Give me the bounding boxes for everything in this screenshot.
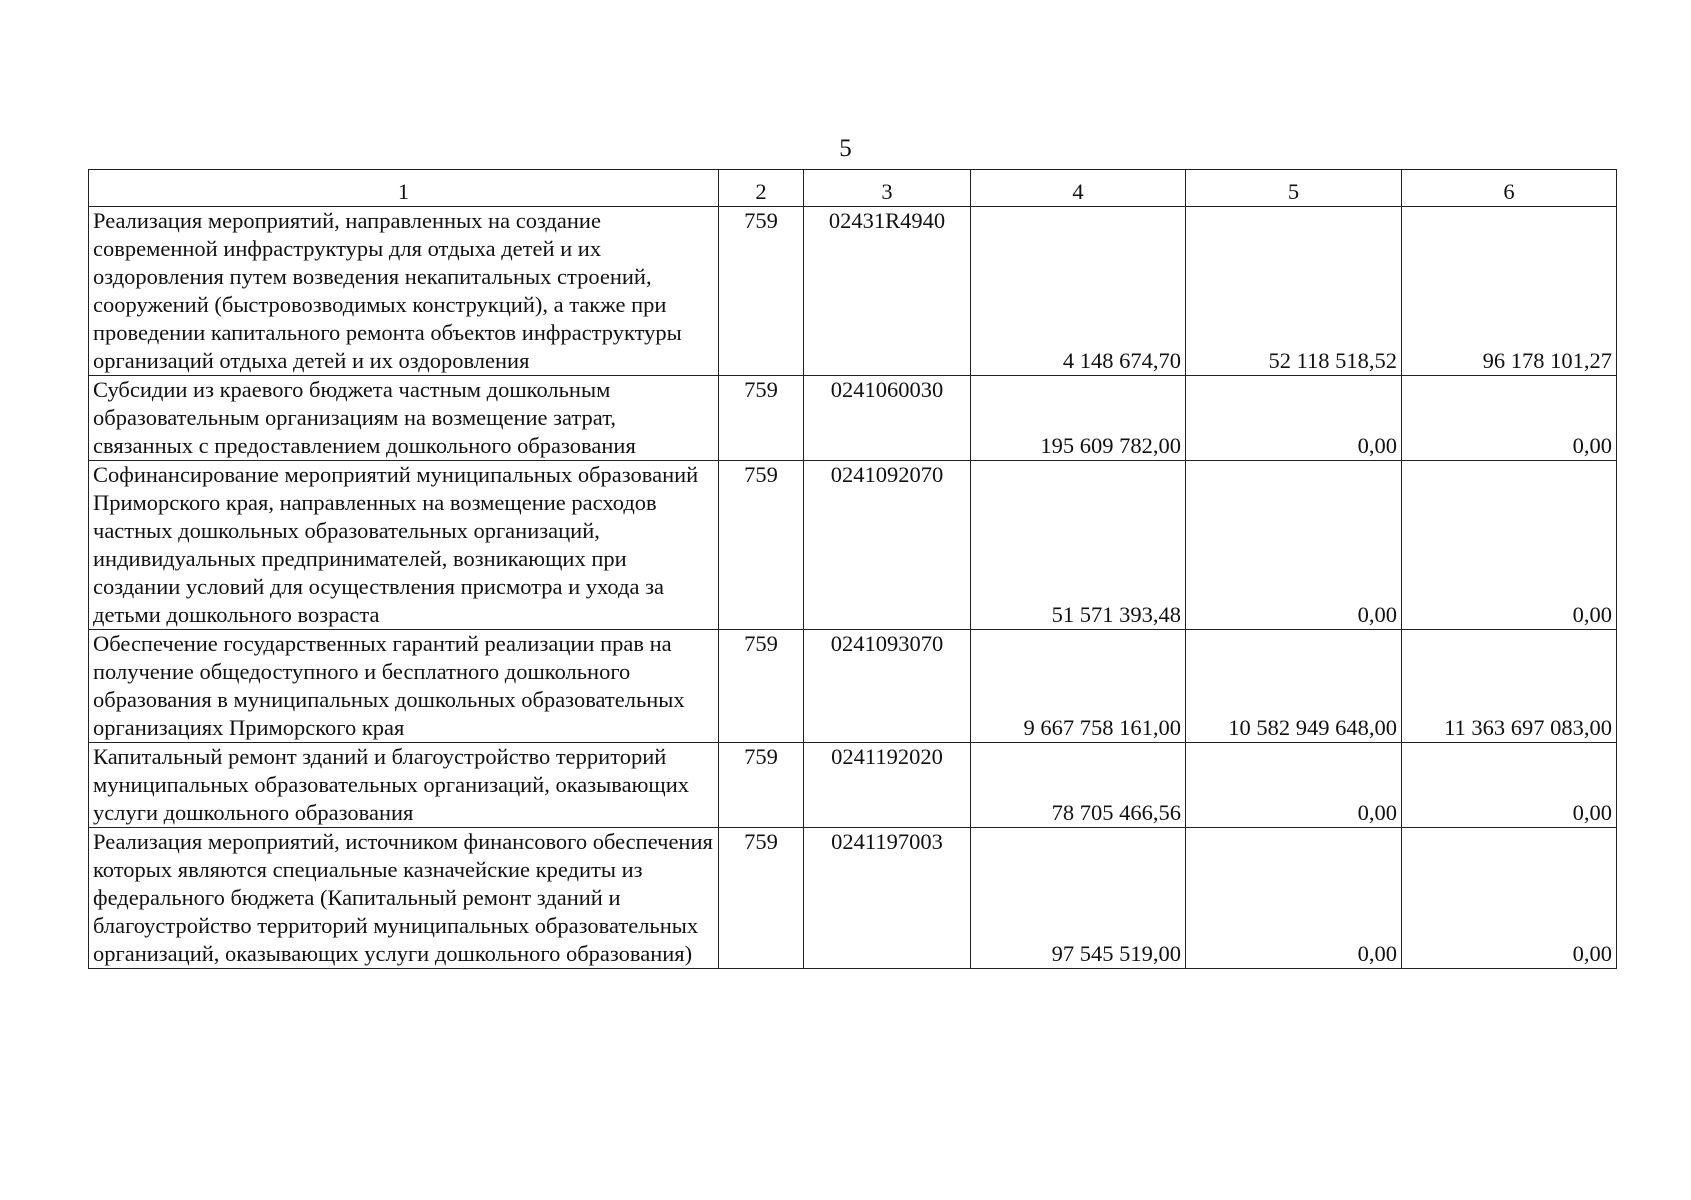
row-target-code: 0241192020 <box>804 743 971 828</box>
page-number: 5 <box>839 135 852 162</box>
table-row <box>89 207 1617 376</box>
row-amount-5: 0,00 <box>1186 461 1402 630</box>
table-row <box>89 461 1617 630</box>
column-header-6: 6 <box>1402 170 1617 207</box>
row-amount-5: 52 118 518,52 <box>1186 207 1402 376</box>
row-amount-6: 0,00 <box>1402 743 1617 828</box>
row-amount-5: 0,00 <box>1186 828 1402 969</box>
column-header-5: 5 <box>1186 170 1402 207</box>
row-name: Реализация мероприятий, источником финансового обеспечения которых являются специальные казначейские кредиты из федерального бюджета (Капитальный ремонт зданий и благоустройство территорий муниципальных образовательных организаций, оказывающих услуги дошкольного образования) <box>89 828 719 969</box>
row-amount-6: 11 363 697 083,00 <box>1402 630 1617 743</box>
row-ved-code: 759 <box>719 376 804 461</box>
row-amount-6: 0,00 <box>1402 376 1617 461</box>
row-ved-code: 759 <box>719 207 804 376</box>
table-row <box>89 743 1617 828</box>
row-target-code: 02431R4940 <box>804 207 971 376</box>
row-ved-code: 759 <box>719 828 804 969</box>
row-amount-4: 51 571 393,48 <box>971 461 1186 630</box>
table-row <box>89 828 1617 969</box>
column-header-2: 2 <box>719 170 804 207</box>
row-amount-4: 78 705 466,56 <box>971 743 1186 828</box>
table-header-row <box>89 170 1617 207</box>
row-target-code: 0241092070 <box>804 461 971 630</box>
row-ved-code: 759 <box>719 461 804 630</box>
row-amount-4: 4 148 674,70 <box>971 207 1186 376</box>
column-header-1: 1 <box>89 170 719 207</box>
row-name: Капитальный ремонт зданий и благоустройство территорий муниципальных образовательных организаций, оказывающих услуги дошкольного образования <box>89 743 719 828</box>
row-name: Обеспечение государственных гарантий реализации прав на получение общедоступного и бесплатного дошкольного образования в муниципальных дошкольных образовательных организациях Приморского края <box>89 630 719 743</box>
row-amount-4: 97 545 519,00 <box>971 828 1186 969</box>
row-target-code: 0241060030 <box>804 376 971 461</box>
row-ved-code: 759 <box>719 630 804 743</box>
budget-table <box>88 169 1617 969</box>
row-target-code: 0241197003 <box>804 828 971 969</box>
row-amount-4: 195 609 782,00 <box>971 376 1186 461</box>
row-amount-5: 10 582 949 648,00 <box>1186 630 1402 743</box>
row-target-code: 0241093070 <box>804 630 971 743</box>
row-name: Софинансирование мероприятий муниципальных образований Приморского края, направленных на возмещение расходов частных дошкольных образовательных организаций, индивидуальных предпринимателей, возникающих при создании условий для осуществления присмотра и ухода за детьми дошкольного возраста <box>89 461 719 630</box>
row-amount-6: 96 178 101,27 <box>1402 207 1617 376</box>
row-name: Субсидии из краевого бюджета частным дошкольным образовательным организациям на возмещение затрат, связанных с предоставлением дошкольного образования <box>89 376 719 461</box>
column-header-3: 3 <box>804 170 971 207</box>
row-amount-6: 0,00 <box>1402 461 1617 630</box>
table-row <box>89 630 1617 743</box>
row-name: Реализация мероприятий, направленных на создание современной инфраструктуры для отдыха детей и их оздоровления путем возведения некапитальных строений, сооружений (быстровозводимых конструкций), а также при проведении капитального ремонта объектов инфраструктуры организаций отдыха детей и их оздоровления <box>89 207 719 376</box>
row-ved-code: 759 <box>719 743 804 828</box>
row-amount-4: 9 667 758 161,00 <box>971 630 1186 743</box>
row-amount-5: 0,00 <box>1186 743 1402 828</box>
column-header-4: 4 <box>971 170 1186 207</box>
table-row <box>89 376 1617 461</box>
row-amount-5: 0,00 <box>1186 376 1402 461</box>
row-amount-6: 0,00 <box>1402 828 1617 969</box>
